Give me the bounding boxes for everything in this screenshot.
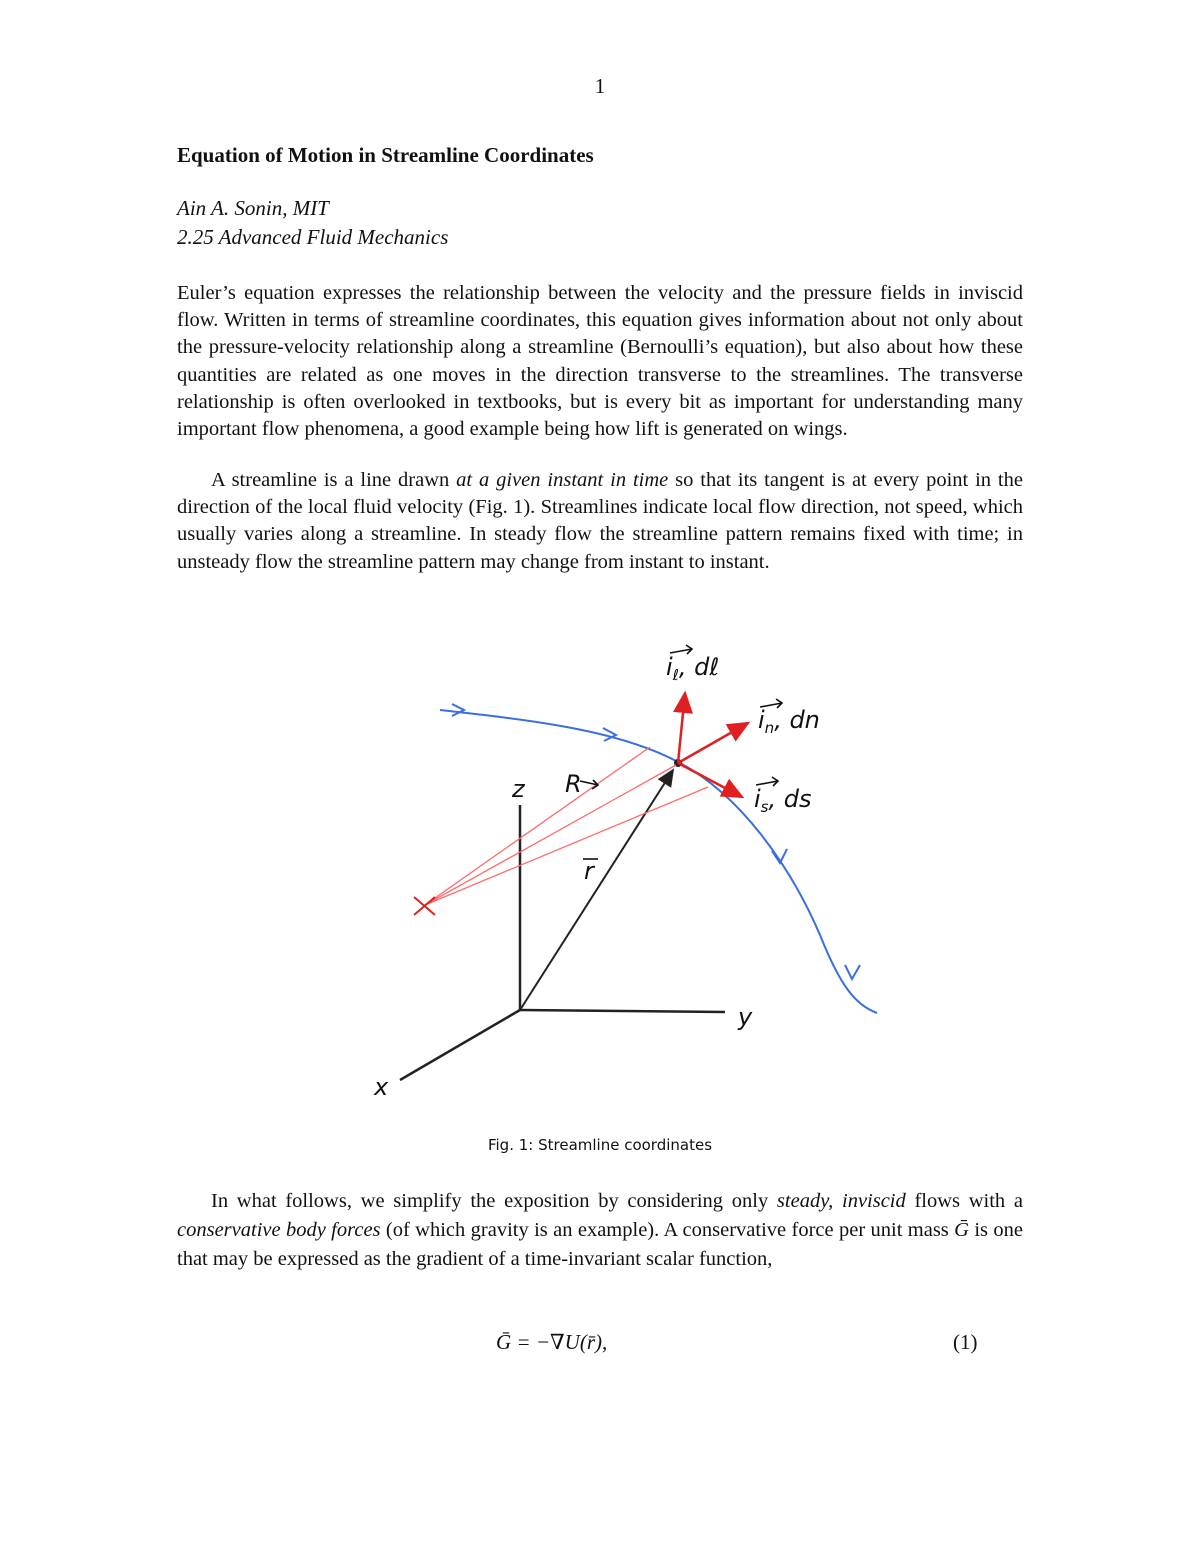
vector-arrow-icon — [756, 777, 778, 786]
unit-vector-n — [678, 723, 748, 763]
radius-line — [425, 747, 650, 905]
emphasis-run: steady, inviscid — [776, 1190, 906, 1212]
curvature-center-icon — [414, 897, 435, 915]
streamline-curve — [440, 710, 877, 1013]
label-z: z — [512, 775, 525, 803]
paragraph-assumptions — [177, 1187, 1023, 1274]
page-number: 1 — [594, 74, 606, 98]
emphasis-run: conservative body forces — [177, 1219, 381, 1241]
text-run: so that its tangent is at every point in the direction of the local fluid velocity (Fig. 1). Streamlines indicate local flow direction, not speed, which usually varies along a streamline. In steady flow the streamline pattern remains fixed with time; in unsteady flow the streamline pattern may change from instant to instant. — [177, 469, 1023, 573]
emphasis-run: at a given instant in time — [456, 469, 669, 491]
text-run: (of which gravity is an example). A conservative force per unit mass — [380, 1219, 955, 1241]
label-x: x — [374, 1073, 389, 1101]
streamline-figure — [340, 635, 900, 1115]
equation-number: (1) — [953, 1330, 978, 1354]
symbol-g: Ḡ — [954, 1219, 969, 1241]
label-il: $i_\ell$, dℓ — [666, 653, 720, 684]
streamline-arrow-icon — [452, 704, 464, 716]
vector-arrow-icon — [580, 780, 598, 789]
y-axis — [520, 1010, 725, 1012]
paragraph-intro: Euler’s equation expresses the relationship between the velocity and the pressure fields in inviscid flow. Written in terms of streamline coordinates, this equation gives information about not only about the pressure-velocity relationship along a streamline (Bernoulli’s equation), but also about how these quantities are related as one moves in the direction transverse to the streamlines. The transverse relationship is often overlooked in textbooks, but is every bit as important for understanding many important flow phenomena, a good example being how lift is generated on wings. — [177, 282, 1023, 441]
text-run: is one that may be expressed as the gradient of a time-invariant scalar function, — [177, 1219, 1023, 1270]
label-radius: R — [565, 770, 582, 798]
course-line: 2.25 Advanced Fluid Mechanics — [177, 225, 449, 249]
text-run: flows with a — [905, 1190, 1023, 1212]
equation-1: Ḡ = −∇U(r̄), — [496, 1330, 608, 1354]
label-is: $i_s$, ds — [754, 785, 812, 816]
label-y: y — [738, 1003, 753, 1031]
paragraph-streamline — [177, 467, 1023, 576]
text-run: In what follows, we simplify the exposition by considering only — [211, 1190, 777, 1212]
figure-caption: Fig. 1: Streamline coordinates — [487, 1136, 713, 1154]
streamline-arrow-icon — [845, 965, 860, 979]
page-title: Equation of Motion in Streamline Coordinates — [177, 143, 594, 167]
label-in: $i_n$, dn — [758, 706, 820, 737]
text-run: A streamline is a line drawn — [211, 469, 457, 491]
unit-vector-s — [678, 763, 742, 797]
vector-arrow-icon — [760, 699, 782, 708]
label-position: r — [584, 857, 594, 885]
unit-vector-l — [678, 693, 685, 763]
position-vector — [520, 770, 673, 1010]
author-line: Ain A. Sonin, MIT — [177, 196, 329, 220]
radius-line — [425, 765, 676, 905]
radius-line — [425, 787, 708, 905]
x-axis — [400, 1010, 520, 1080]
